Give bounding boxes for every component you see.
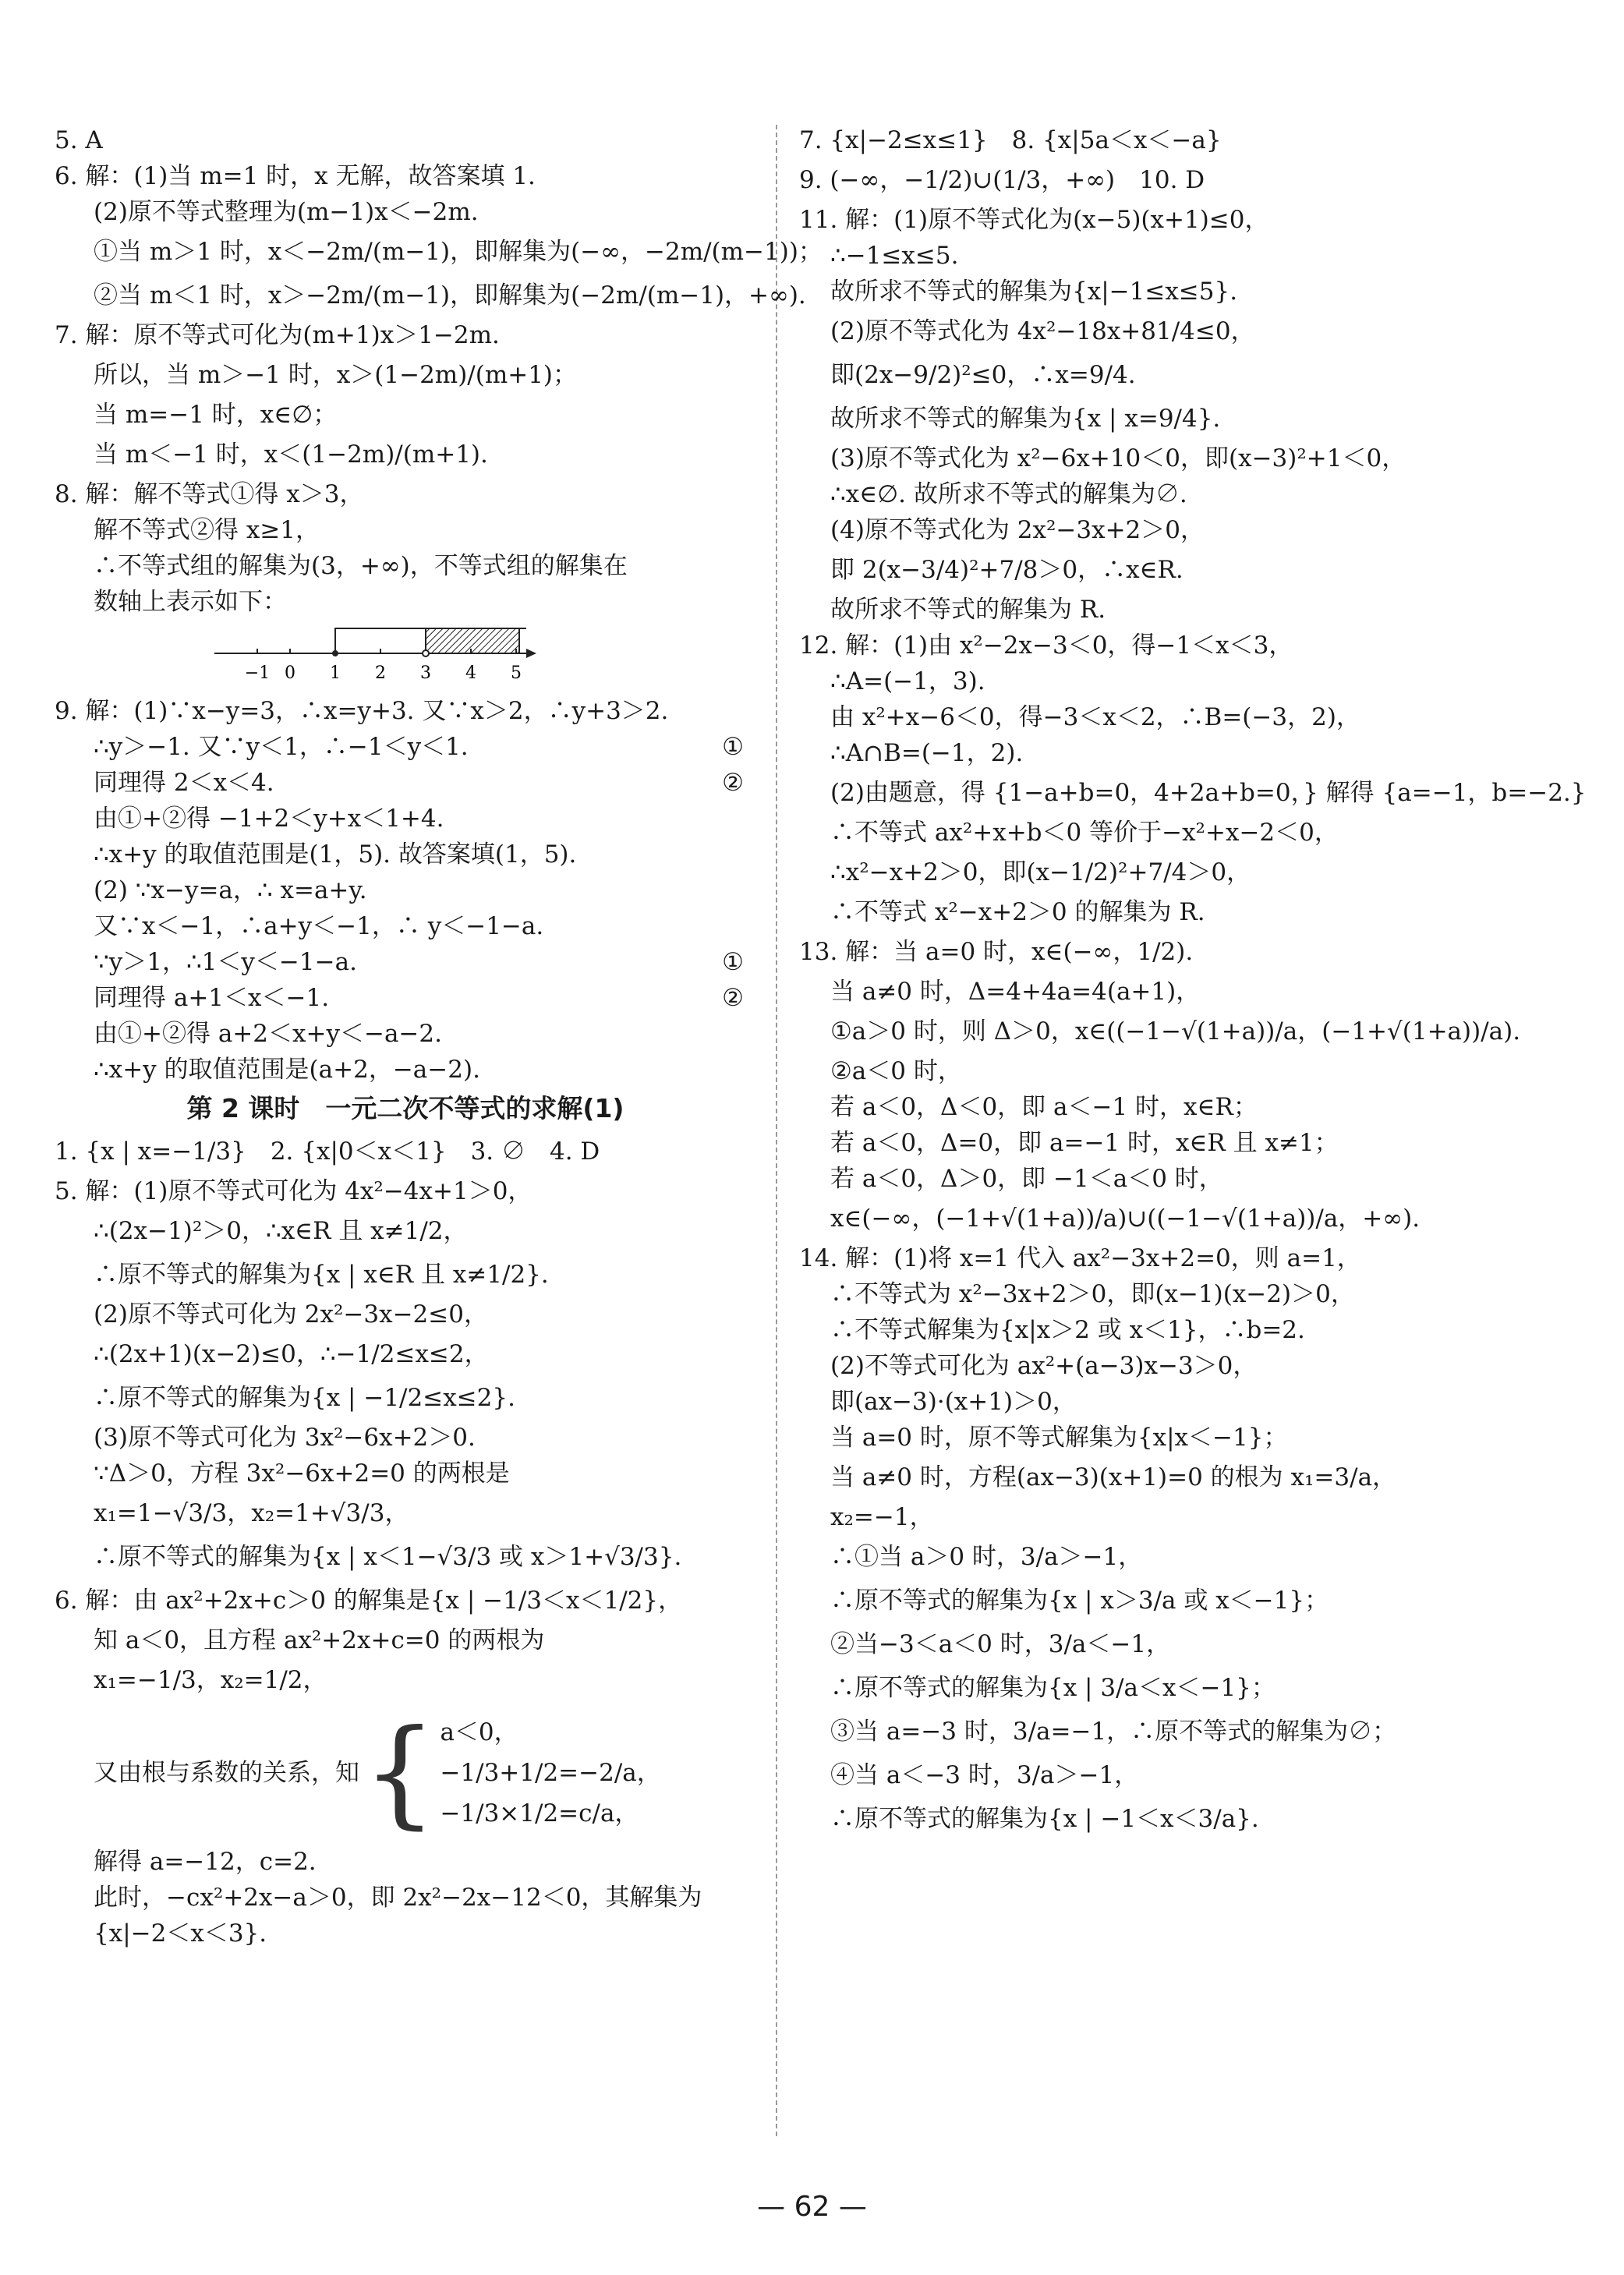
answer-line: ①a＞0 时，则 Δ＞0，x∈((−1−√(1+a))/a，(−1+√(1+a))/a). [830, 1017, 1521, 1046]
left-brace: { [363, 1705, 437, 1841]
open-dot-at-3 [423, 650, 429, 656]
tick-label: 3 [420, 663, 431, 683]
answer-line: 6. 解：由 ax²+2x+c＞0 的解集是{x | −1/3＜x＜1/2}， [55, 1587, 683, 1615]
circled-mark: ① [722, 948, 744, 976]
answer-line: x₁=1−√3/3，x₂=1+√3/3， [94, 1499, 409, 1527]
answer-line: x∈(−∞，(−1+√(1+a))/a)∪((−1−√(1+a))/a，+∞). [830, 1205, 1421, 1233]
answer-line: ∴不等式解集为{x|x＞2 或 x＜1}，∴b=2. [830, 1316, 1305, 1344]
answer-line: ∴不等式 ax²+x+b＜0 等价于−x²+x−2＜0， [830, 819, 1339, 847]
answer-line: 9. (−∞，−1/2)∪(1/3，+∞) 10. D [799, 166, 1205, 194]
system-line: a＜0， [440, 1718, 518, 1746]
answer-line: 故所求不等式的解集为{x|−1≤x≤5}. [830, 278, 1238, 306]
number-line [211, 622, 756, 688]
answer-line: ∴不等式 x²−x+2＞0 的解集为 R. [830, 898, 1205, 926]
answer-line: ∵Δ＞0，方程 3x²−6x+2=0 的两根是 [94, 1459, 510, 1488]
answer-line: 当 m=−1 时，x∈∅； [94, 401, 338, 429]
answer-text: ∵y＞1，∴1＜y＜−1−a. [94, 948, 357, 976]
answer-line: ∴不等式组的解集为(3，+∞)，不等式组的解集在 [94, 552, 628, 580]
answer-line: ∴原不等式的解集为{x | x∈R 且 x≠1/2}. [94, 1261, 549, 1289]
answer-line: ∴①当 a＞0 时，3/a＞−1， [830, 1543, 1143, 1571]
answer-line: ∴原不等式的解集为{x | −1＜x＜3/a}. [830, 1805, 1259, 1833]
answer-line: 解不等式②得 x≥1， [94, 516, 320, 544]
answer-line: 1. {x | x=−1/3} 2. {x|0＜x＜1} 3. ∅ 4. D [55, 1138, 600, 1166]
answer-line: ∴−1≤x≤5. [830, 242, 959, 270]
answer-line: 13. 解：当 a=0 时，x∈(−∞，1/2). [799, 938, 1194, 966]
circled-mark: ① [722, 733, 744, 761]
closed-dot-at-1 [332, 650, 338, 656]
answer-line: ∴(2x+1)(x−2)≤0，∴−1/2≤x≤2， [94, 1340, 489, 1368]
answer-line: 故所求不等式的解集为{x | x=9/4}. [830, 405, 1221, 433]
tick-label: −1 [244, 663, 271, 683]
answer-line: ②当−3＜a＜0 时，3/a＜−1， [830, 1630, 1171, 1658]
answer-line: 9. 解：(1)∵x−y=3，∴x=y+3. 又∵x＞2，∴y+3＞2. [55, 697, 669, 725]
answer-line: 5. 解：(1)原不等式可化为 4x²−4x+1＞0， [55, 1177, 532, 1205]
answer-line: ∴原不等式的解集为{x | −1/2≤x≤2}. [94, 1384, 515, 1412]
answer-line: ∴x²−x+2＞0，即(x−1/2)²+7/4＞0， [830, 858, 1251, 886]
tick-label: 1 [330, 663, 341, 683]
system-line: −1/3+1/2=−2/a， [440, 1759, 661, 1787]
answer-line: 14. 解：(1)将 x=1 代入 ax²−3x+2=0，则 a=1， [799, 1244, 1361, 1272]
circled-mark: ② [722, 769, 744, 797]
answer-line: ∴x∈∅. 故所求不等式的解集为∅. [830, 480, 1187, 508]
answer-line: 即(2x−9/2)²≤0，∴x=9/4. [830, 361, 1136, 389]
answer-line: (3)原不等式化为 x²−6x+10＜0，即(x−3)²+1＜0， [830, 444, 1406, 472]
answer-text: 同理得 2＜x＜4. [94, 769, 274, 797]
answer-line: 由①+②得 −1+2＜y+x＜1+4. [94, 805, 444, 833]
answer-line: (2) ∵x−y=a，∴ x=a+y. [94, 876, 367, 904]
answer-line: ∴原不等式的解集为{x | 3/a＜x＜−1}； [830, 1674, 1275, 1702]
answer-line: 又∵x＜−1，∴a+y＜−1，∴ y＜−1−a. [94, 912, 544, 940]
answer-line: 数轴上表示如下： [94, 588, 287, 616]
answer-line: x₂=−1， [830, 1503, 934, 1531]
answer-line: 当 a=0 时，原不等式解集为{x|x＜−1}； [830, 1424, 1288, 1452]
tick-label: 5 [511, 663, 522, 683]
answer-line: 若 a＜0，Δ＜0，即 a＜−1 时，x∈R； [830, 1093, 1258, 1121]
answer-line: ③当 a=−3 时，3/a=−1，∴原不等式的解集为∅； [830, 1718, 1397, 1746]
number-line-arrow [526, 649, 536, 658]
number-line-graphic [211, 622, 538, 685]
system-lines [440, 1711, 660, 1835]
answer-line: 此时，−cx²+2x−a＞0，即 2x²−2x−12＜0，其解集为 [94, 1884, 702, 1912]
answer-line: 若 a＜0，Δ＞0，即 −1＜a＜0 时， [830, 1165, 1223, 1193]
answer-line: (2)由题意，得 {1−a+b=0，4+2a+b=0，} 解得 {a=−1，b=−2.} [830, 779, 1587, 807]
answer-line: 8. 解：解不等式①得 x＞3， [55, 480, 364, 508]
left-column [55, 125, 823, 1954]
answer-line: 即 2(x−3/4)²+7/8＞0，∴x∈R. [830, 556, 1184, 584]
answer-line: 由①+②得 a+2＜x+y＜−a−2. [94, 1020, 442, 1048]
answer-line: {x|−2＜x＜3}. [94, 1919, 267, 1948]
answer-line: ∴x+y 的取值范围是(1，5). 故答案填(1，5). [94, 840, 577, 869]
answer-line: 7. {x|−2≤x≤1} 8. {x|5a＜x＜−a} [799, 126, 1222, 154]
answer-text: 同理得 a+1＜x＜−1. [94, 984, 330, 1012]
answer-line: 若 a＜0，Δ=0，即 a=−1 时，x∈R 且 x≠1； [830, 1129, 1339, 1157]
answer-line: 5. A [55, 126, 103, 154]
answer-line: ②a＜0 时， [830, 1057, 962, 1085]
tick-label: 0 [285, 663, 295, 683]
answer-line: (2)原不等式整理为(m−1)x＜−2m. [94, 198, 479, 226]
right-column [799, 125, 1587, 1843]
answer-line: ∴A=(−1，3). [830, 667, 985, 695]
answer-line: 12. 解：(1)由 x²−2x−3＜0，得−1＜x＜3， [799, 632, 1293, 660]
answer-line: 所以，当 m＞−1 时，x＞(1−2m)/(m+1)； [94, 361, 578, 389]
tick-label: 4 [465, 663, 476, 683]
answer-line: (2)原不等式可化为 2x²−3x−2≤0， [94, 1300, 488, 1329]
section-heading: 第 2 课时 一元二次不等式的求解(1) [186, 1093, 624, 1123]
answer-line: 当 m＜−1 时，x＜(1−2m)/(m+1). [94, 440, 488, 469]
answer-line: ①当 m＞1 时，x＜−2m/(m−1)，即解集为(−∞，−2m/(m−1))； [94, 238, 823, 266]
answer-line-with-mark [55, 731, 756, 762]
answer-line: 故所求不等式的解集为 R. [830, 596, 1106, 624]
answer-line: 当 a≠0 时，Δ=4+4a=4(a+1)， [830, 978, 1201, 1006]
answer-line: 7. 解：原不等式可化为(m+1)x＞1−2m. [55, 321, 500, 349]
equation-system [55, 1705, 756, 1841]
column-divider [776, 125, 777, 2136]
system-line: −1/3×1/2=c/a， [440, 1799, 639, 1827]
answer-line: 6. 解：(1)当 m=1 时，x 无解，故答案填 1. [55, 162, 536, 190]
answer-line: 当 a≠0 时，方程(ax−3)(x+1)=0 的根为 x₁=3/a， [830, 1463, 1397, 1491]
answer-line: (4)原不等式化为 2x²−3x+2＞0， [830, 516, 1205, 544]
answer-line: (2)原不等式化为 4x²−18x+81/4≤0， [830, 317, 1255, 345]
answer-line-with-mark [55, 982, 756, 1014]
answer-line: 11. 解：(1)原不等式化为(x−5)(x+1)≤0， [799, 206, 1269, 234]
answer-line-with-mark [55, 767, 756, 798]
answer-line: ∴A∩B=(−1，2). [830, 739, 1024, 767]
answer-line: 解得 a=−12，c=2. [94, 1848, 317, 1876]
answer-line: 由 x²+x−6＜0，得−3＜x＜2，∴B=(−3，2)， [830, 703, 1360, 731]
answer-text: ∴y＞−1. 又∵y＜1，∴−1＜y＜1. [94, 733, 469, 761]
tick-label: 2 [375, 663, 386, 683]
answer-line: ∴x+y 的取值范围是(a+2，−a−2). [94, 1056, 480, 1084]
answer-line: x₁=−1/3，x₂=1/2， [94, 1666, 327, 1694]
answer-line: (3)原不等式可化为 3x²−6x+2＞0. [94, 1424, 476, 1452]
circled-mark: ② [722, 984, 744, 1012]
answer-line: ∴不等式为 x²−3x+2＞0，即(x−1)(x−2)＞0， [830, 1280, 1355, 1308]
page-number: — 62 — [757, 2191, 867, 2223]
answer-line: ②当 m＜1 时，x＞−2m/(m−1)，即解集为(−2m/(m−1)，+∞). [94, 281, 806, 310]
answer-line: ∴原不等式的解集为{x | x＞3/a 或 x＜−1}； [830, 1587, 1329, 1615]
answer-line-with-mark [55, 946, 756, 978]
answer-line: (2)不等式可化为 ax²+(a−3)x−3＞0， [830, 1352, 1258, 1380]
answer-line: ∴原不等式的解集为{x | x＜1−√3/3 或 x＞1+√3/3}. [94, 1543, 682, 1571]
answer-line: ∴(2x−1)²＞0，∴x∈R 且 x≠1/2， [94, 1217, 468, 1245]
answer-line: ④当 a＜−3 时，3/a＞−1， [830, 1761, 1139, 1789]
answer-line: 即(ax−3)·(x+1)＞0， [830, 1388, 1077, 1416]
answer-line: 知 a＜0，且方程 ax²+2x+c=0 的两根为 [94, 1626, 545, 1654]
solution-hatched-region [426, 628, 519, 653]
system-lead-text: 又由根与系数的关系，知 [94, 1759, 359, 1787]
